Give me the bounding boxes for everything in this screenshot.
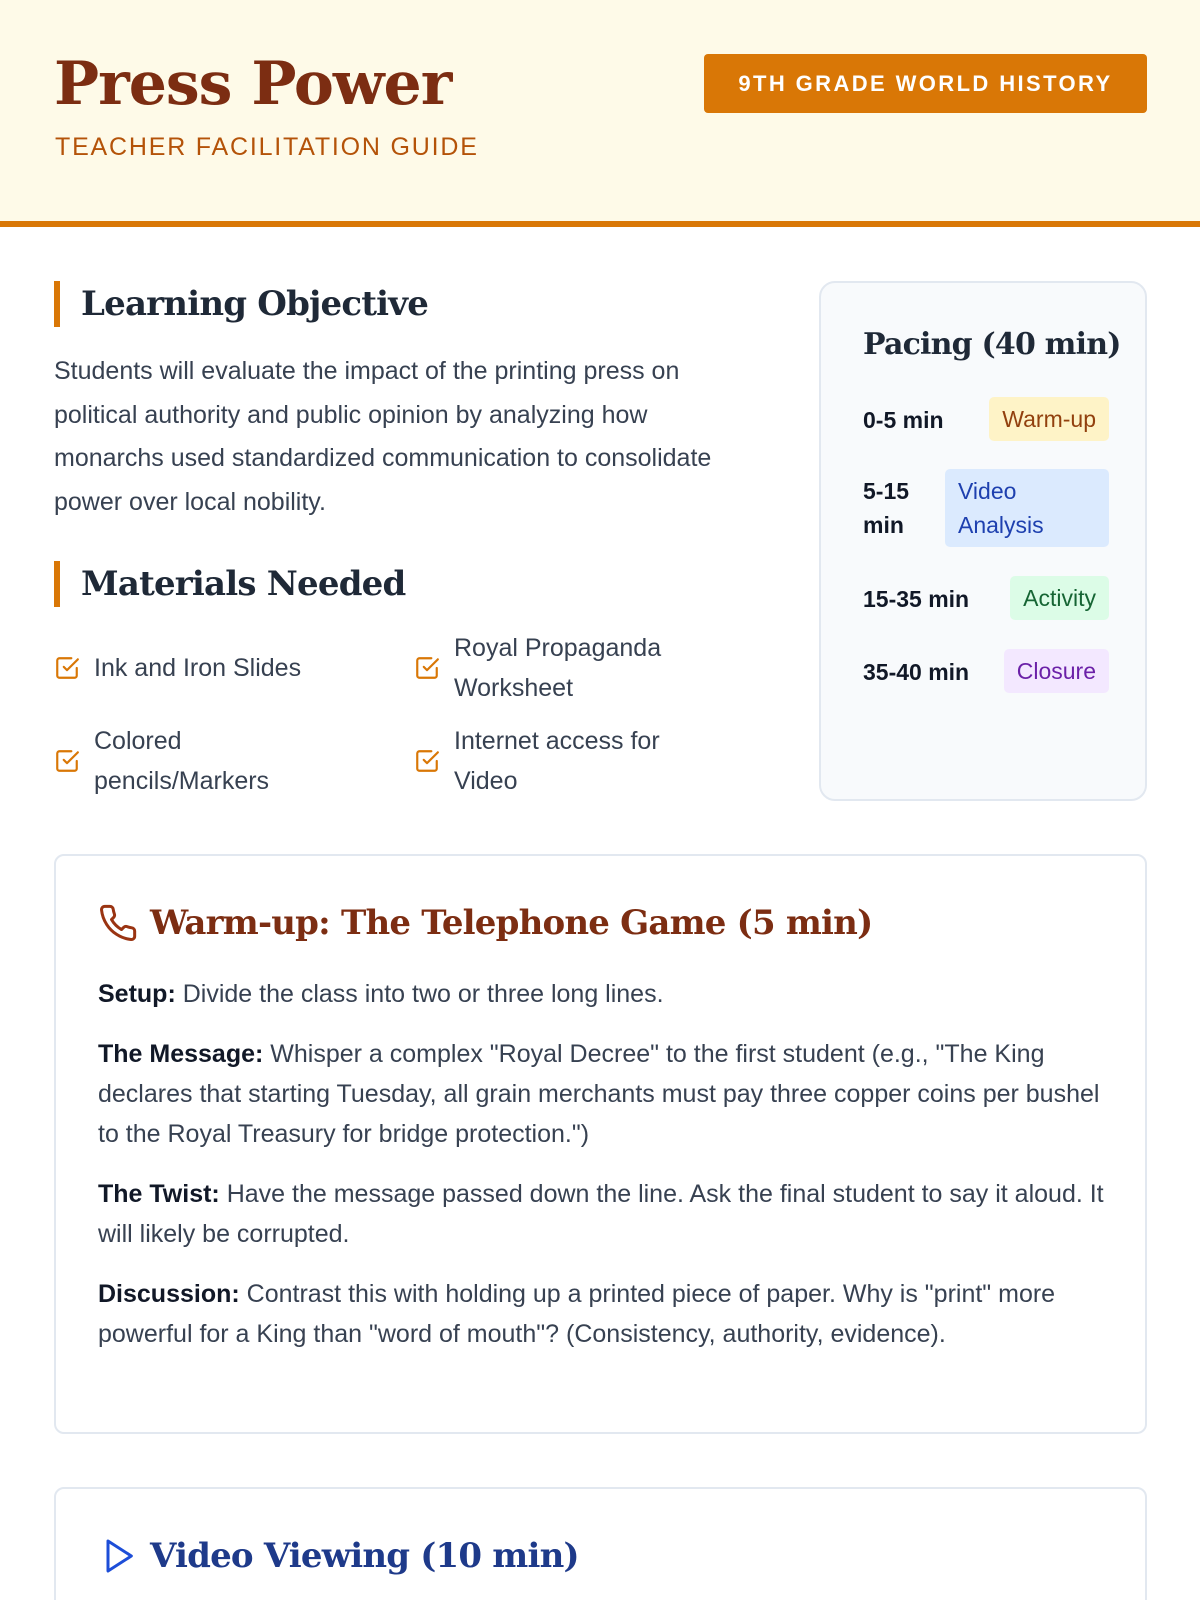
warmup-paragraph — [98, 1034, 1108, 1154]
pacing-tag: Warm-up — [989, 397, 1109, 441]
video-card — [54, 1487, 1147, 1600]
pacing-row — [863, 576, 1109, 622]
video-title-text: Video Viewing (10 min) — [150, 1536, 579, 1576]
material-label: Ink and Iron Slides — [94, 654, 302, 682]
paragraph-text: Contrast this with holding up a printed piece of paper. Why is "print" more powerful for a King than "word of mouth"? (Consistency, authority, evidence). — [98, 1280, 1056, 1348]
grade-badge: 9TH GRADE WORLD HISTORY — [704, 54, 1147, 113]
paragraph-label: The Message: — [98, 1040, 264, 1068]
paragraph-label: The Twist: — [98, 1180, 220, 1208]
material-item — [414, 721, 734, 801]
material-item — [54, 721, 394, 801]
pacing-tag: Activity — [1010, 576, 1109, 620]
paragraph-text: Have the message passed down the line. Ask the final student to say it aloud. It will likely be corrupted. — [98, 1180, 1104, 1248]
material-label: Colored pencils/Markers — [94, 727, 270, 795]
paragraph-text: Whisper a complex "Royal Decree" to the first student (e.g., "The King declares that starting Tuesday, all grain merchants must pay three copper coins per bushel to the Royal Treasury for bridge protection.") — [98, 1040, 1100, 1148]
materials-list — [54, 628, 754, 808]
objective-text: Students will evaluate the impact of the printing press on political authority and public opinion by analyzing how monarchs used standardized communication to consolidate power over local nobility. — [54, 357, 712, 516]
play-icon — [98, 1536, 138, 1576]
pacing-time: 35-40 min — [863, 659, 970, 685]
warmup-title-text: Warm-up: The Telephone Game (5 min) — [150, 903, 873, 943]
warmup-title — [98, 900, 872, 946]
objective-heading: Learning Objective — [54, 281, 428, 327]
pacing-time: 15-35 min — [863, 586, 970, 612]
pacing-time: 0-5 min — [863, 407, 944, 433]
material-item — [414, 628, 714, 708]
pacing-card — [819, 281, 1147, 801]
paragraph-label: Discussion: — [98, 1280, 240, 1308]
material-label: Royal Propaganda Worksheet — [454, 634, 662, 702]
pacing-time: 5-15 min — [863, 478, 910, 538]
pacing-title: Pacing (40 min) — [863, 327, 1121, 362]
checkbox-icon — [54, 748, 80, 774]
checkbox-icon — [414, 655, 440, 681]
warmup-paragraph — [98, 974, 1108, 1014]
video-title — [98, 1533, 579, 1579]
page-header — [0, 0, 1200, 227]
pacing-tag: Video Analysis — [945, 469, 1109, 547]
checkbox-icon — [414, 748, 440, 774]
checkbox-icon — [54, 655, 80, 681]
materials-heading: Materials Needed — [54, 561, 405, 607]
pacing-row — [863, 397, 1109, 443]
material-label: Internet access for Video — [454, 727, 660, 795]
pacing-tag: Closure — [1004, 649, 1109, 693]
pacing-row — [863, 469, 1109, 549]
page-subtitle: TEACHER FACILITATION GUIDE — [55, 133, 479, 161]
material-item — [54, 628, 394, 708]
pacing-row — [863, 649, 1109, 695]
warmup-card — [54, 854, 1147, 1434]
warmup-paragraph — [98, 1174, 1108, 1254]
phone-icon — [98, 903, 138, 943]
paragraph-label: Setup: — [98, 980, 176, 1008]
page-title: Press Power — [54, 49, 452, 119]
paragraph-text: Divide the class into two or three long lines. — [175, 980, 664, 1008]
warmup-paragraph — [98, 1274, 1108, 1354]
